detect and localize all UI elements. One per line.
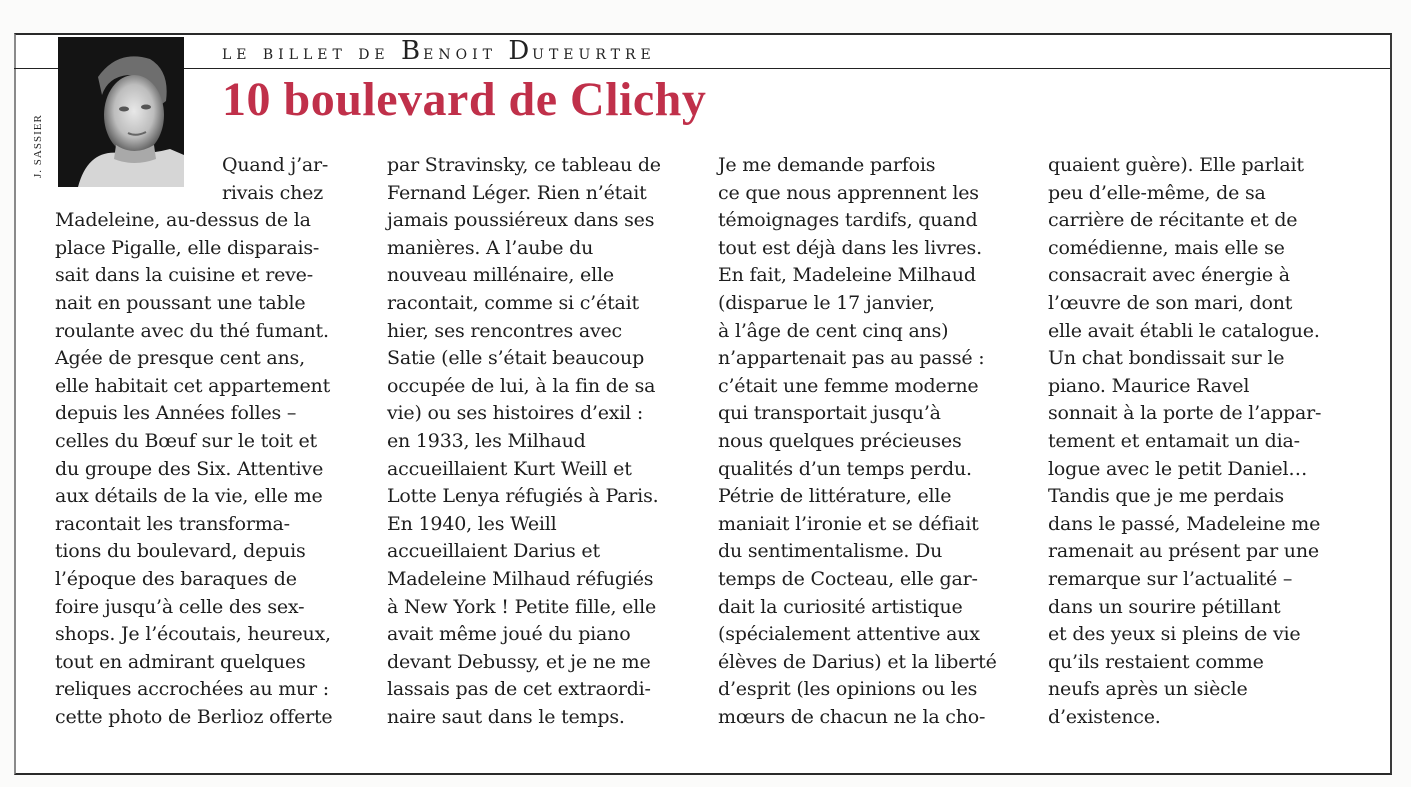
kicker-first-rest: enoit — [423, 40, 497, 64]
text-line: naire saut dans le temps. — [387, 705, 625, 728]
text-line: peu d’elle-même, de sa — [1048, 181, 1266, 204]
text-line: (spécialement attentive aux — [718, 623, 980, 646]
text-line: elle habitait cet appartement — [55, 374, 331, 397]
text-line: l’époque des baraques de — [55, 567, 297, 590]
text-line: Je me demande parfois — [718, 154, 936, 176]
text-line: temps de Cocteau, elle gar- — [718, 567, 978, 590]
text-line: élèves de Darius) et la liberté — [718, 650, 997, 673]
text-line: d’esprit (les opinions ou les — [718, 678, 978, 701]
text-line: elle avait établi le catalogue. — [1048, 319, 1320, 342]
text-line: reliques accrochées au mur : — [55, 678, 329, 701]
text-line: du groupe des Six. Attentive — [55, 457, 324, 480]
text-line: qui transportait jusqu’à — [718, 402, 941, 425]
text-line: tions du boulevard, depuis — [55, 540, 306, 563]
text-line: comédienne, mais elle se — [1048, 236, 1285, 259]
text-line: celles du Bœuf sur le toit et — [55, 429, 317, 452]
article-title: 10 boulevard de Clichy — [222, 73, 707, 126]
text-line: neufs après un siècle — [1048, 678, 1248, 701]
text-line: depuis les Années folles – — [55, 402, 297, 425]
text-line: Un chat bondissait sur le — [1048, 347, 1285, 370]
kicker-prefix: le billet de — [222, 40, 390, 64]
text-line: du sentimentalisme. Du — [718, 540, 943, 563]
text-line: nous quelques précieuses — [718, 429, 962, 452]
text-line: consacrait avec énergie à — [1048, 264, 1290, 287]
header-rule — [14, 68, 1390, 69]
text-line: Agée de presque cent ans, — [55, 347, 305, 370]
text-line: n’appartenait pas au passé : — [718, 347, 985, 370]
photo-credit: J. SASSIER — [32, 114, 44, 178]
text-line: carrière de récitante et de — [1048, 209, 1298, 232]
column-kicker — [222, 36, 656, 66]
text-line: cette photo de Berlioz offerte — [55, 705, 333, 728]
text-line: Lotte Lenya réfugiés à Paris. — [387, 485, 659, 508]
kicker-first-initial: B — [401, 36, 424, 66]
text-line: l’œuvre de son mari, dont — [1048, 291, 1293, 314]
text-line: sait dans la cuisine et reve- — [55, 264, 313, 287]
text-line: logue avec le petit Daniel… — [1048, 457, 1308, 480]
text-line: Quand j’ar- — [222, 154, 329, 176]
text-line: témoignages tardifs, quand — [718, 209, 978, 232]
text-line: Madeleine Milhaud réfugiés — [387, 567, 654, 590]
text-line: qualités d’un temps perdu. — [718, 457, 972, 480]
text-line: hier, ses rencontres avec — [387, 319, 622, 342]
text-line: et des yeux si pleins de vie — [1048, 623, 1301, 646]
text-line: par Stravinsky, ce tableau de — [387, 154, 661, 176]
text-line: accueillaient Kurt Weill et — [387, 457, 632, 480]
article-column-3 — [718, 152, 997, 731]
text-line: place Pigalle, elle disparais- — [55, 236, 320, 259]
text-line: mœurs de chacun ne la cho- — [718, 705, 986, 728]
text-line: occupée de lui, à la fin de sa — [387, 374, 656, 397]
text-line: dans un sourire pétillant — [1048, 595, 1281, 618]
text-line: dait la curiosité artistique — [718, 595, 963, 618]
article-column-1 — [55, 152, 332, 731]
text-line: manières. A l’aube du — [387, 236, 594, 259]
text-line: roulante avec du thé fumant. — [55, 319, 329, 342]
text-line: à New York ! Petite fille, elle — [387, 595, 657, 618]
text-line: ce que nous apprennent les — [718, 181, 979, 204]
text-line: lassais pas de cet extraordi- — [387, 678, 651, 701]
text-line: remarque sur l’actualité – — [1048, 567, 1293, 590]
text-line: accueillaient Darius et — [387, 540, 600, 563]
article-column-2 — [387, 152, 661, 731]
text-line: devant Debussy, et je ne me — [387, 650, 651, 673]
text-line: racontait les transforma- — [55, 512, 290, 535]
text-line: maniait l’ironie et se défiait — [718, 512, 979, 535]
text-line: nouveau millénaire, elle — [387, 264, 614, 287]
text-line: c’était une femme moderne — [718, 374, 979, 397]
kicker-last-rest: uteurtre — [532, 40, 656, 64]
text-line: d’existence. — [1048, 705, 1161, 728]
text-line: Satie (elle s’était beaucoup — [387, 347, 645, 370]
text-line: à l’âge de cent cinq ans) — [718, 319, 949, 342]
text-line: ramenait au présent par une — [1048, 540, 1319, 563]
article-column-4 — [1048, 152, 1321, 731]
text-line: En fait, Madeleine Milhaud — [718, 264, 976, 287]
text-line: avait même joué du piano — [387, 623, 631, 646]
text-line: tout est déjà dans les livres. — [718, 236, 982, 259]
kicker-last-initial: D — [508, 36, 533, 66]
text-line: rivais chez — [222, 181, 324, 204]
text-line: Tandis que je me perdais — [1048, 485, 1284, 508]
text-line: Pétrie de littérature, elle — [718, 485, 952, 508]
text-line: nait en poussant une table — [55, 291, 306, 314]
text-line: sonnait à la porte de l’appar- — [1048, 402, 1322, 425]
text-line: qu’ils restaient comme — [1048, 650, 1264, 673]
text-line: quaient guère). Elle parlait — [1048, 154, 1304, 176]
text-line: aux détails de la vie, elle me — [55, 485, 323, 508]
text-line: Madeleine, au-dessus de la — [55, 209, 311, 232]
text-line: foire jusqu’à celle des sex- — [55, 595, 305, 618]
text-line: tout en admirant quelques — [55, 650, 306, 673]
text-line: En 1940, les Weill — [387, 512, 557, 535]
text-line: shops. Je l’écoutais, heureux, — [55, 623, 331, 646]
text-line: vie) ou ses histoires d’exil : — [387, 402, 644, 425]
text-line: jamais poussiéreux dans ses — [387, 209, 655, 232]
text-line: racontait, comme si c’était — [387, 291, 639, 314]
text-line: piano. Maurice Ravel — [1048, 374, 1250, 397]
text-line: dans le passé, Madeleine me — [1048, 512, 1321, 535]
text-line: en 1933, les Milhaud — [387, 429, 586, 452]
text-line: Fernand Léger. Rien n’était — [387, 181, 647, 204]
text-line: (disparue le 17 janvier, — [718, 291, 935, 314]
text-line: tement et entamait un dia- — [1048, 429, 1300, 452]
